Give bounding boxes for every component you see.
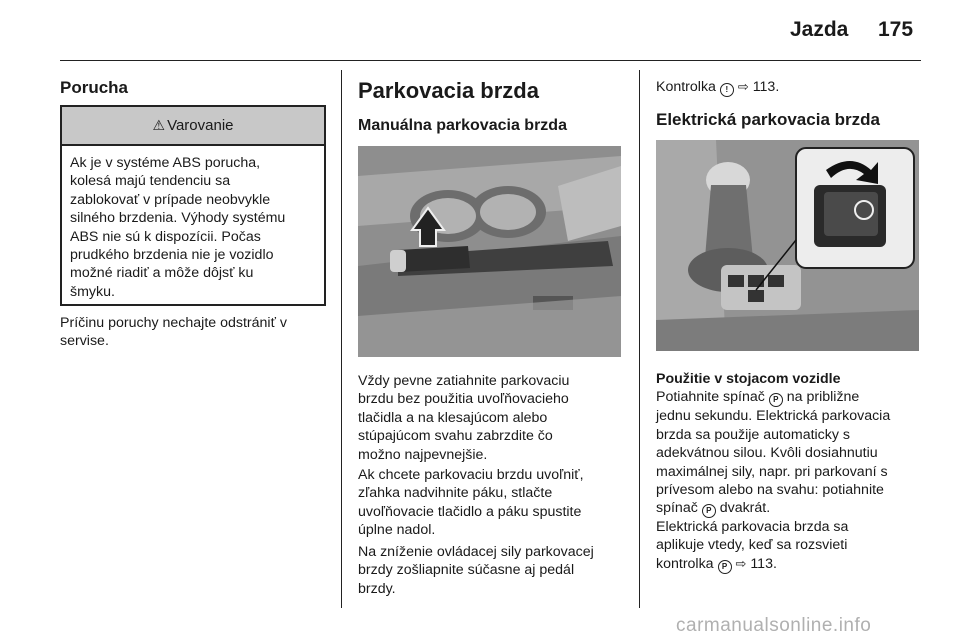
paragraph-electric-1 [656,370,931,518]
text-span: kontrolka [656,555,714,572]
subsection-title-manualna: Manuálna parkovacia brzda [358,117,567,134]
warning-line: šmyku. [70,283,115,300]
warning-title: Varovanie [167,117,234,134]
text-line: Na zníženie ovládacej sily parkovacej [358,544,594,560]
paragraph-manual-2 [358,466,628,540]
warning-body [62,146,324,301]
page-header [0,0,960,60]
parking-brake-icon: P [769,393,783,407]
text-span: dvakrát. [719,500,771,517]
kontrolka-page-ref[interactable]: 113. [752,79,780,95]
text-line: zľahka nadvihnite páku, stlačte [358,485,553,502]
warning-line: Ak je v systéme ABS porucha, [70,155,261,171]
text-line: servise. [60,333,109,350]
text-line: tlačidla a na klesajúcom alebo [358,409,548,426]
text-line: brzdu bez použitia uvoľňovacieho [358,391,569,408]
text-line: uvoľňovacie tlačidlo a páku spustite [358,503,582,520]
handbrake-illustration [358,146,621,357]
column-divider-2 [639,70,640,608]
column-divider-1 [341,70,342,608]
text-line: možno najpevnejšie. [358,446,488,463]
section-title-parkovacia-brzda: Parkovacia brzda [358,78,539,103]
paragraph-manual-3 [358,543,633,598]
paragraph-electric-2 [656,518,931,574]
text-line: Elektrická parkovacia brzda sa [656,519,849,535]
warning-triangle-icon: ⚠ [152,117,166,133]
paragraph-manual-1 [358,372,628,464]
warning-box [60,105,326,306]
warning-line: zablokovať v prípade neobvykle [70,191,271,208]
text-line: aplikuje vtedy, keď sa rozsvieti [656,537,848,554]
text-line [656,555,931,574]
section-heading-porucha: Porucha [60,78,129,97]
page-ref-arrow-icon: ⇨ [735,555,747,571]
warning-line: prudkého brzdenia nie je vozidlo [70,247,274,264]
watermark: carmanualsonline.info [676,615,872,636]
warning-line: ABS nie sú k dispozícii. Počas [70,228,261,245]
text-span: na približne [786,389,860,406]
text-line: prívesom alebo na svahu: potiahnite [656,482,884,499]
text-line [656,499,931,518]
text-line: Príčinu poruchy nechajte odstrániť v [60,315,287,331]
text-line: brzdy. [358,580,396,597]
text-line: Ak chcete parkovaciu brzdu uvoľniť, [358,467,584,483]
warning-header [62,107,324,146]
parking-brake-icon: P [702,504,716,518]
text-line: Vždy pevne zatiahnite parkovaciu [358,373,570,389]
text-line: adekvátnou silou. Kvôli dosiahnutiu [656,445,878,462]
brake-warning-icon: ! [720,83,734,97]
kontrolka-reference [656,78,779,97]
text-line: brzda sa použije automaticky s [656,426,850,443]
text-span: Potiahnite spínač [656,389,765,406]
warning-line: silného brzdenia. Výhody systému [70,210,286,227]
text-span: spínač [656,500,698,517]
text-line: úplne nadol. [358,522,436,539]
page-number: 175 [878,18,914,41]
kontrolka-line [656,78,779,97]
kontrolka-page-ref[interactable]: 113. [750,555,777,572]
parking-brake-icon: P [718,560,732,574]
header-rule [60,60,921,61]
warning-line: možné riadiť a môže dôjsť ku [70,265,254,282]
text-line: maximálnej sily, napr. pri parkovaní s [656,463,888,480]
section-title-elektricka: Elektrická parkovacia brzda [656,110,880,129]
page-ref-arrow-icon: ⇨ [737,79,749,94]
chapter-title: Jazda [790,18,849,41]
subhead-stojace-vozidlo: Použitie v stojacom vozidle [656,371,841,387]
kontrolka-label: Kontrolka [656,79,716,95]
warning-line: kolesá majú tendenciu sa [70,173,231,190]
text-line: stúpajúcom svahu zabrzdite čo [358,428,553,445]
text-line: brzdy zošliapnite súčasne aj pedál [358,562,575,579]
electric-brake-illustration [656,140,919,351]
text-line: jednu sekundu. Elektrická parkovacia [656,408,891,425]
text-line [656,388,931,407]
paragraph-porucha [60,314,330,351]
